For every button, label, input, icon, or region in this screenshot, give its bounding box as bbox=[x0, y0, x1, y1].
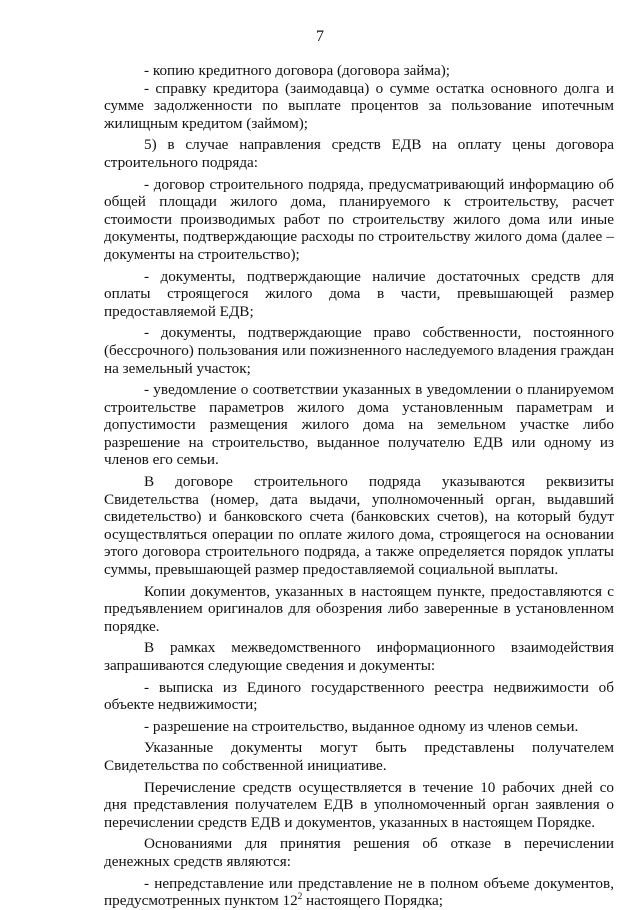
paragraph: Основаниями для принятия решения об отказе в перечислении денежных средств являются: bbox=[104, 835, 614, 870]
paragraph: В рамках межведомственного информационного взаимодействия запрашиваются следующие сведения и документы: bbox=[104, 639, 614, 674]
paragraph: - документы, подтверждающие наличие достаточных средств для оплаты строящегося жилого дома в части, превышающей размер предоставляемой ЕДВ; bbox=[104, 267, 614, 320]
superscript: 2 bbox=[297, 891, 303, 902]
paragraph: В договоре строительного подряда указываются реквизиты Свидетельства (номер, дата выдачи, уполномоченный орган, выдавший свидетельство) и банковского счета (банковских счетов), на который будут осуществляться операции по оплате жилого дома, строящегося на основании этого договора строительного подряда, а также определяется порядок уплаты суммы, превышающей размер предоставляемой социальной выплаты. bbox=[104, 473, 614, 579]
paragraph-last bbox=[104, 875, 614, 910]
paragraph: Копии документов, указанных в настоящем пункте, предоставляются с предъявлением оригиналов для обозрения либо заверенные в установленном порядке. bbox=[104, 582, 614, 635]
paragraph: - разрешение на строительство, выданное одному из членов семьи. bbox=[144, 717, 579, 735]
paragraph: - справку кредитора (заимодавца) о сумме остатка основного долга и сумме задолженности по выплате процентов за пользование ипотечным жилищным кредитом (займом); bbox=[104, 79, 614, 132]
paragraph: - выписка из Единого государственного реестра недвижимости об объекте недвижимости; bbox=[104, 678, 614, 714]
paragraph-text: - непредставление или представление не в полном объеме документов, предусмотренных пунктом 12 bbox=[104, 874, 614, 910]
paragraph: 5) в случае направления средств ЕДВ на оплату цены договора строительного подряда: bbox=[104, 136, 614, 171]
document-body bbox=[104, 62, 614, 910]
page-number: 7 bbox=[316, 28, 324, 45]
paragraph-text: настоящего Порядка; bbox=[302, 892, 443, 910]
paragraph: - документы, подтверждающие право собственности, постоянного (бессрочного) пользования или пожизненного наследуемого владения граждан на земельный участок; bbox=[104, 324, 614, 377]
paragraph: Указанные документы могут быть представлены получателем Свидетельства по собственной инициативе. bbox=[104, 739, 614, 774]
paragraph: - договор строительного подряда, предусматривающий информацию об общей площади жилого дома, планируемого к строительству, расчет стоимости производимых работ по строительству жилого дома или иные документы, подтверждающие расходы по строительству жилого дома (далее – документы на строительство); bbox=[104, 175, 614, 263]
paragraph: Перечисление средств осуществляется в течение 10 рабочих дней со дня представления получателем ЕДВ в уполномоченный орган заявления о перечислении средств ЕДВ и документов, указанных в настоящем Порядке. bbox=[104, 778, 614, 831]
paragraph: - копию кредитного договора (договора займа); bbox=[144, 62, 450, 79]
paragraph: - уведомление о соответствии указанных в уведомлении о планируемом строительстве параметров жилого дома установленным параметрам и допустимости размещения жилого дома на земельном участке либо разрешение на строительство, выданное получателю ЕДВ или одному из членов его семьи. bbox=[104, 381, 614, 469]
